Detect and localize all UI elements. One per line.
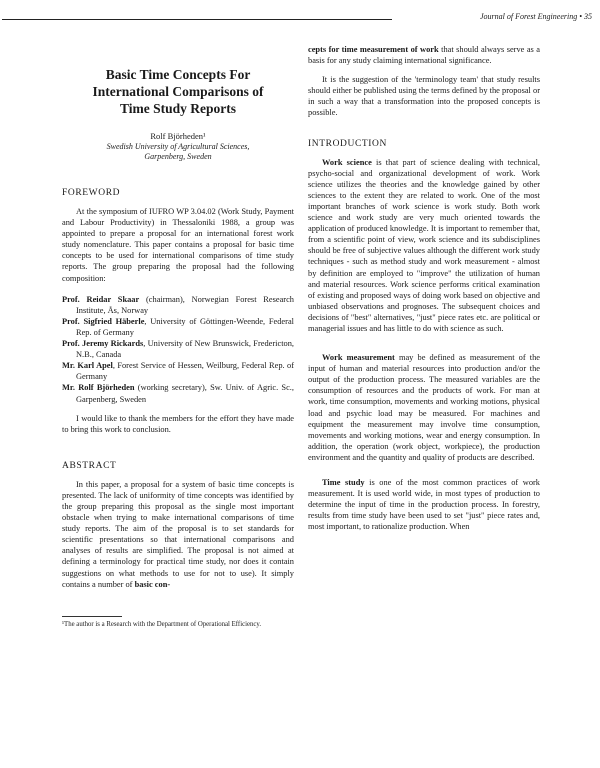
footnote: ¹The author is a Research with the Department of Operational Efficiency. xyxy=(62,620,262,628)
member-detail: (working secretary), Sw. Univ. of Agric. Sc., Garpenberg, Sweden xyxy=(76,383,294,404)
foreword-paragraph: At the symposium of IUFRO WP 3.04.02 (Work Study, Payment and Labour Productivity) in Thessaloniki 1988, a group was appointed to prepare a proposal for an international forest work study nomenclature. This paper contains a proposal for basic time concepts to be used for international comparisons of time study reports. The group preparing the proposal had the following composition: xyxy=(62,207,294,283)
abstract-heading: ABSTRACT xyxy=(62,460,117,471)
member-item xyxy=(62,316,294,338)
affiliation-line: Swedish University of Agricultural Sciences, xyxy=(106,142,250,151)
member-detail: , Forest Service of Hessen, Weilburg, Federal Rep. of Germany xyxy=(76,361,295,382)
intro-paragraph xyxy=(308,352,540,463)
abstract-text: In this paper, a proposal for a system of basic time concepts is presented. The lack of uniformity of time concepts was identified by the group preparing this proposal as the single most important obstacle when trying to make international comparisons of time study reports. The aim of the proposal is to set standards for scientific presentations so that international comparisons and analyses of results are simplified. The proposal is not aimed at defining a terminology for practical time study, nor does it contain suggestions on what methods to use for not to use). It simply contains a number of xyxy=(62,479,294,589)
affiliation xyxy=(62,142,294,162)
footnote-divider xyxy=(62,616,122,617)
term-work-science: Work science xyxy=(322,157,372,167)
title-line: Time Study Reports xyxy=(119,101,236,116)
member-name: Prof. Reidar Skaar xyxy=(62,294,140,304)
abstract-continued xyxy=(308,44,540,66)
member-detail: , University of New Brunswick, Fredericton, N.B., Canada xyxy=(76,339,294,360)
left-column xyxy=(62,52,294,629)
article-title xyxy=(62,66,294,117)
member-name: Mr. Rolf Björheden xyxy=(62,383,135,393)
abstract-bold-text: basic con- xyxy=(134,579,171,589)
introduction-heading: INTRODUCTION xyxy=(308,138,387,149)
term-time-study: Time study xyxy=(322,478,365,487)
member-detail: (chairman), Norwegian Forest Research Institute, Ås, Norway xyxy=(76,294,294,315)
intro-text: is one of the most common practices of work measurement. It is used world wide, in most types of production to determine the input of time in the production process. In forestry, results from time study have been used to set "just" piece rates and, most important, to rationalize production. When xyxy=(308,478,540,532)
intro-text: may be defined as measurement of the input of human and material resources into production and/or the output of the production process. The measured variables are the consumption of resources and the products of work. For man at work, time consumption, movements and working motions, physical load and psychic load may be measured. For machines and equipment the measurement may involve time consumption, movements and working motions, wear and energy consumption. In addition, the operation (work object, workpiece), the production environment and the quantity and quality of products are described. xyxy=(308,353,540,462)
right-column xyxy=(308,44,540,532)
member-item xyxy=(62,360,294,382)
member-item xyxy=(62,382,294,404)
intro-paragraph xyxy=(308,477,540,532)
member-item xyxy=(62,338,294,360)
group-members xyxy=(62,294,294,405)
abstract-paragraph xyxy=(62,479,294,590)
title-line: Basic Time Concepts For xyxy=(105,67,251,82)
abstract-paragraph: It is the suggestion of the 'terminology team' that study results should either be published using the terms defined by the proposal or in such a way that a transformation into the proposed concepts is possible. xyxy=(308,75,540,118)
member-name: Prof. Jeremy Rickards xyxy=(62,339,144,349)
term-work-measurement: Work measurement xyxy=(322,353,395,363)
affiliation-line: Garpenberg, Sweden xyxy=(144,152,212,161)
member-name: Prof. Sigfried Häberle xyxy=(62,316,145,326)
member-name: Mr. Karl Apel xyxy=(62,361,113,371)
foreword-thanks: I would like to thank the members for the effort they have made to bring this work to conclusion. xyxy=(62,413,294,434)
abstract-bold-text: cepts for time measurement of work xyxy=(308,45,439,54)
running-head: Journal of Forest Engineering • 35 xyxy=(412,12,592,21)
intro-text: is that part of science dealing with technical, psycho-social and organizational development of work. Work science utilizes the theories and the knowledge gained by other sciences to the extent they are related to work. One of the most important branches of work science is work study. Both work science and work study are very much oriented towards the application of produced knowledge. It is important to remember that, from a scientific point of view, work science and its subdisciplines should be free of subjective values although the different work study techniques - such as method study and work measurement - almost by definition are employed to "improve" the utilization of human and material resources. Work science performs critical examination of existing and proposed ways of doing work based on objective and unbiased observations and prognoses. The subsequent choices and decisions of "best" alternatives, "just" piece rates etc. are political or managerial issues and has little to do with science as such. xyxy=(308,157,540,333)
foreword-heading: FOREWORD xyxy=(62,188,121,198)
member-detail: , University of Göttingen-Weende, Federal Rep. of Germany xyxy=(76,316,294,337)
abstract-text: that should always serve as a basis for any study claiming international significance. xyxy=(308,45,540,66)
member-item xyxy=(62,294,294,316)
author: Rolf Björheden¹ xyxy=(150,131,206,141)
intro-paragraph xyxy=(308,157,540,335)
title-line: International Comparisons of xyxy=(92,84,264,99)
